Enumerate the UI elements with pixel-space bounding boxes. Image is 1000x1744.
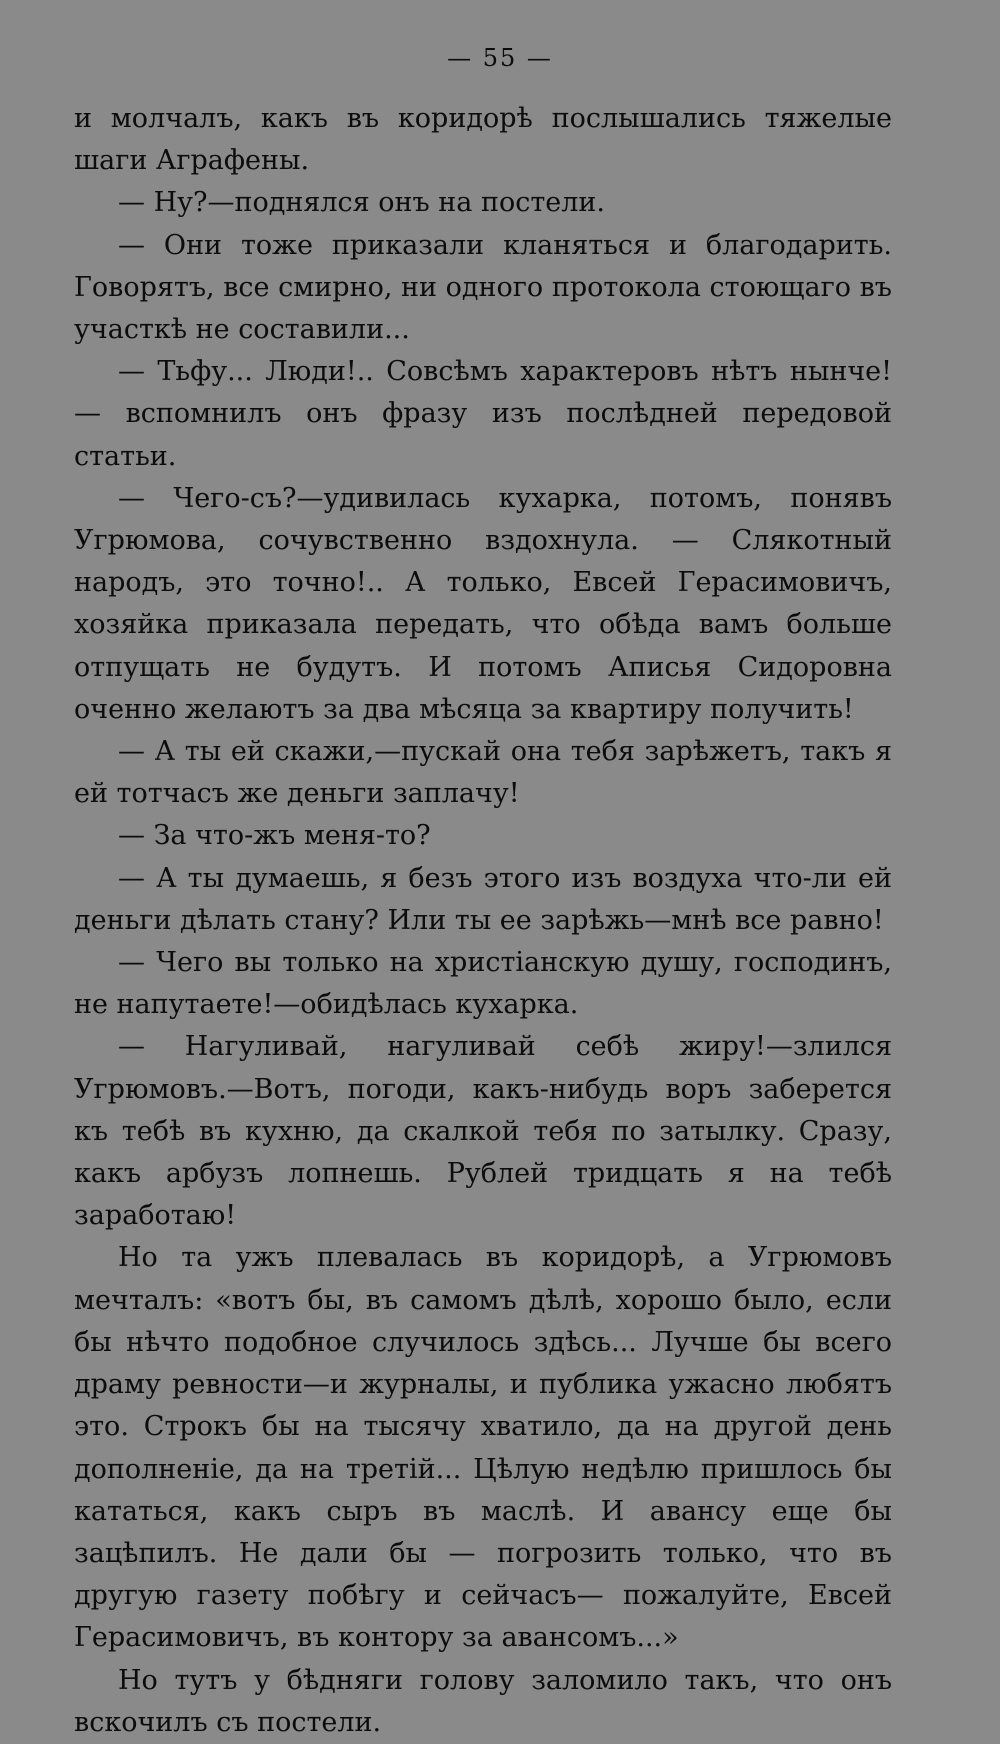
paragraph: — Чего-съ?—удивилась кухарка, потомъ, понявъ Угрюмова, сочувственно вздохнула. — Слякотный народъ, это точно!.. А только, Евсей Герасимовичъ, хозяйка приказала передать, что обѣда вамъ больше отпущать не будутъ. И потомъ Аписья Сидоровна оченно желаютъ за два мѣсяца за квартиру получить! — [74, 482, 892, 725]
paragraph: — Они тоже приказали кланяться и благодарить. Говорятъ, все смирно, ни одного протокола стоющаго въ участкѣ не составили... — [74, 229, 892, 346]
paragraph: Но та ужъ плевалась въ коридорѣ, а Угрюмовъ мечталъ: «вотъ бы, въ самомъ дѣлѣ, хорошо было, если бы нѣчто подобное случилось здѣсь... Лучше бы всего драму ревности—и журналы, и публика ужасно любятъ это. Строкъ бы на тысячу хватило, да на другой день дополненіе, да на третій... Цѣлую недѣлю пришлось бы кататься, какъ сыръ въ маслѣ. И авансу еще бы зацѣпилъ. Не дали бы — погрозить только, что въ другую газету побѣгу и сейчасъ— пожалуйте, Евсей Герасимовичъ, въ контору за авансомъ...» — [74, 1242, 892, 1654]
paragraph: — Ну?—поднялся онъ на постели. — [118, 187, 605, 219]
paragraph: и молчалъ, какъ въ коридорѣ послышались тяжелые шаги Аграфены. — [74, 103, 892, 177]
paragraph: — А ты ей скажи,—пускай она тебя зарѣжетъ, такъ я ей тотчасъ же деньги заплачу! — [74, 736, 892, 810]
paragraph: — Чего вы только на христіанскую душу, господинъ, не напутаете!—обидѣлась кухарка. — [74, 947, 892, 1021]
paragraph: — Нагуливай, нагуливай себѣ жиру!—злился Угрюмовъ.—Вотъ, погоди, какъ-нибудь воръ заберется къ тебѣ въ кухню, да скалкой тебя по затылку. Сразу, какъ арбузъ лопнешь. Рублей тридцать я на тебѣ заработаю! — [74, 1031, 892, 1232]
page-number: — 55 — — [447, 44, 553, 72]
paragraph: — А ты думаешь, я безъ этого изъ воздуха что-ли ей деньги дѣлать стану? Или ты ее зарѣжь—мнѣ все равно! — [74, 862, 892, 936]
body-text — [74, 98, 892, 1744]
paragraph: — За что-жъ меня-то? — [118, 820, 431, 852]
paragraph: — Тьфу... Люди!.. Совсѣмъ характеровъ нѣтъ нынче!— вспомнилъ онъ фразу изъ послѣдней передовой статьи. — [74, 356, 892, 472]
paragraph: Но тутъ у бѣдняги голову заломило такъ, что онъ вскочилъ съ постели. — [74, 1664, 892, 1738]
